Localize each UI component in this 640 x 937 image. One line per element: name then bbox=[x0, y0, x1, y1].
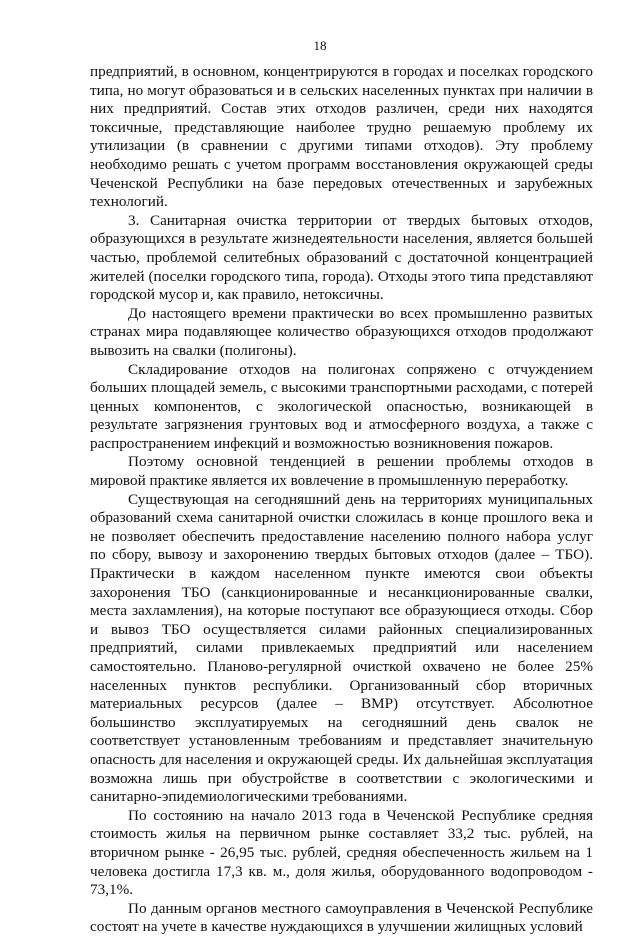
page-number: 18 bbox=[313, 38, 327, 53]
paragraph-6: Существующая на сегодняшний день на территориях муниципальных образований схема санитарной очистки сложилась в конце прошлого века и не позволяет обеспечить предоставление населению полного набора услуг по сбору, вывозу и захоронению твердых бытовых отходов (далее – ТБО). Практически в каждом населенном пункте имеются свои объекты захоронения ТБО (санкционированные и несанкционированные свалки, места захламления), на которые поступают все образующиеся отходы. Сбор и вывоз ТБО осуществляется силами районных специализированных предприятий, силами привлекаемых предприятий или населением самостоятельно. Планово-регулярной очисткой охвачено не более 25% населенных пунктов республики. Организованный сбор вторичных материальных ресурсов (далее – ВМР) отсутствует. Абсолютное большинство эксплуатируемых на сегодняшний день свалок не соответствует установленным требованиям и представляет значительную опасность для населения и окружающей среды. Их дальнейшая эксплуатация возможна лишь при обустройстве в соответствии с экологическими и санитарно-эпидемиологическими требованиями. bbox=[90, 490, 593, 806]
paragraph-1: предприятий, в основном, концентрируются в городах и поселках городского типа, но могут образоваться и в сельских населенных пунктах при наличии в них предприятий. Состав этих отходов различен, среди них находятся токсичные, представляющие наиболее трудно решаемую проблему их утилизации (в сравнении с другими типами отходов). Эту проблему необходимо решать с учетом программ восстановления окружающей среды Чеченской Республики на базе передовых отечественных и зарубежных технологий. bbox=[90, 63, 593, 211]
paragraph-8: По данным органов местного самоуправления в Чеченской Республике состоят на учете в качестве нуждающихся в улучшении жилищных условий bbox=[90, 899, 593, 936]
paragraph-2: 3. Санитарная очистка территории от твердых бытовых отходов, образующихся в результате жизнедеятельности населения, является большей частью, проблемой селитебных образований с достаточной концентрацией жителей (поселки городского типа, города). Отходы этого типа представляют городской мусор и, как правило, нетоксичны. bbox=[90, 211, 593, 304]
paragraph-7: По состоянию на начало 2013 года в Чеченской Республике средняя стоимость жилья на первичном рынке составляет 33,2 тыс. рублей, на вторичном рынке - 26,95 тыс. рублей, средняя обеспеченность жильем на 1 человека достигла 17,3 кв. м., доля жилья, оборудованного водопроводом - 73,1%. bbox=[90, 806, 593, 899]
paragraph-5: Поэтому основной тенденцией в решении проблемы отходов в мировой практике является их вовлечение в промышленную переработку. bbox=[90, 453, 593, 490]
paragraph-3: До настоящего времени практически во всех промышленно развитых странах мира подавляющее количество образующихся отходов продолжают вывозить на свалки (полигоны). bbox=[90, 304, 593, 359]
body-text bbox=[90, 63, 593, 937]
paragraph-4: Складирование отходов на полигонах сопряжено с отчуждением больших площадей земель, с высокими транспортными расходами, с потерей ценных компонентов, с экологической опасностью, возникающей в результате загрязнения грунтовых вод и атмосферного воздуха, а также с распространением инфекций и возможностью возникновения пожаров. bbox=[90, 360, 593, 452]
